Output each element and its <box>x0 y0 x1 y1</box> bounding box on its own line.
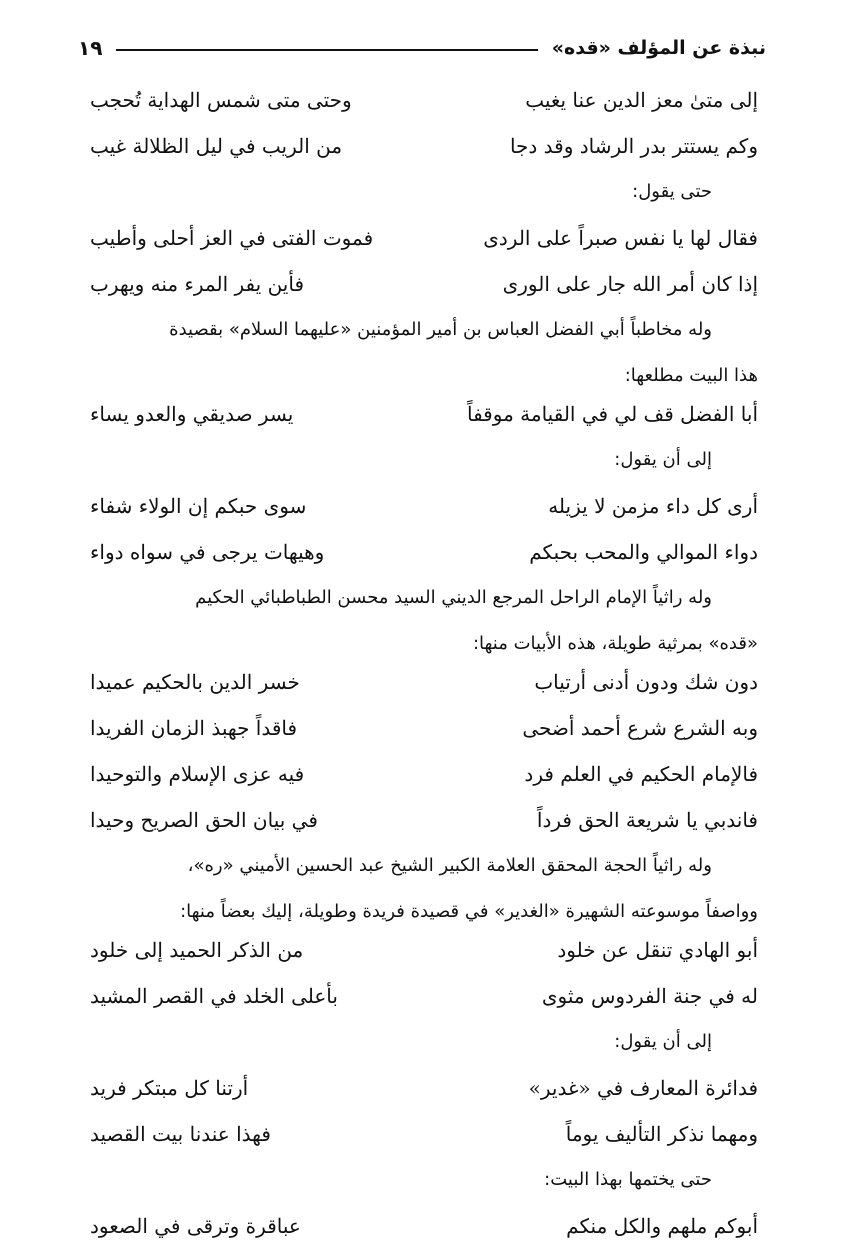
prose-text: وله مخاطباً أبي الفضل العباس بن أمير المؤمنين «عليهما السلام» بقصيدة <box>169 319 712 340</box>
prose-line <box>90 1020 758 1066</box>
prose-line <box>90 890 758 928</box>
prose-text: حتى يختمها بهذا البيت: <box>544 1169 712 1190</box>
prose-text: وله راثياً الإمام الراحل المرجع الديني السيد محسن الطباطبائي الحكيم <box>195 587 712 608</box>
verse-line <box>90 484 758 530</box>
header-rule <box>116 49 537 51</box>
page-number: ١٩ <box>78 36 103 60</box>
prose-text: وله راثياً الحجة المحقق العلامة الكبير الشيخ عبد الحسين الأميني «ره»، <box>187 855 712 876</box>
prose-line <box>90 576 758 622</box>
prose-line <box>90 354 758 392</box>
verse-line <box>90 798 758 844</box>
verse-first-hemistich: أبا الفضل قف لي في القيامة موقفاً <box>466 402 758 426</box>
page-body <box>90 78 758 1250</box>
prose-text: «قده» بمرثية طويلة، هذه الأبيات منها: <box>472 633 758 654</box>
verse-line <box>90 216 758 262</box>
verse-second-hemistich: وهيهات يرجى في سواه دواء <box>90 540 325 564</box>
verse-line <box>90 262 758 308</box>
verse-line <box>90 660 758 706</box>
verse-first-hemistich: فاندبي يا شريعة الحق فرداً <box>536 808 758 832</box>
prose-line <box>90 170 758 216</box>
verse-second-hemistich: فأين يفر المرء منه ويهرب <box>90 272 305 296</box>
verse-first-hemistich: إذا كان أمر الله جار على الورى <box>502 272 758 296</box>
verse-second-hemistich: فموت الفتى في العز أحلى وأطيب <box>90 226 374 250</box>
verse-first-hemistich: فقال لها يا نفس صبراً على الردى <box>483 226 758 250</box>
verse-second-hemistich: في بيان الحق الصريح وحيدا <box>90 808 318 832</box>
verse-first-hemistich: إلى متىٰ معز الدين عنا يغيب <box>525 88 758 112</box>
verse-line <box>90 124 758 170</box>
verse-first-hemistich: وبه الشرع شرع أحمد أضحى <box>522 716 758 740</box>
prose-line <box>90 844 758 890</box>
prose-line <box>90 438 758 484</box>
verse-second-hemistich: بأعلى الخلد في القصر المشيد <box>90 984 338 1008</box>
verse-second-hemistich: فيه عزى الإسلام والتوحيدا <box>90 762 305 786</box>
verse-first-hemistich: أبوكم ملهم والكل منكم <box>566 1214 758 1238</box>
verse-first-hemistich: ومهما نذكر التأليف يوماً <box>565 1122 758 1146</box>
verse-line <box>90 706 758 752</box>
prose-line <box>90 308 758 354</box>
running-title: نبذة عن المؤلف «قده» <box>551 37 766 59</box>
verse-line <box>90 78 758 124</box>
verse-first-hemistich: فالإمام الحكيم في العلم فرد <box>524 762 758 786</box>
verse-line <box>90 752 758 798</box>
verse-second-hemistich: يسر صديقي والعدو يساء <box>90 402 294 426</box>
prose-line <box>90 1158 758 1204</box>
verse-first-hemistich: فدائرة المعارف في «غدير» <box>528 1076 758 1100</box>
verse-second-hemistich: من الريب في ليل الظلالة غيب <box>90 134 343 158</box>
verse-second-hemistich: فهذا عندنا بيت القصيد <box>90 1122 271 1146</box>
verse-second-hemistich: سوى حبكم إن الولاء شفاء <box>90 494 307 518</box>
prose-text: حتى يقول: <box>632 181 712 202</box>
verse-second-hemistich: أرتنا كل مبتكر فريد <box>90 1076 249 1100</box>
verse-first-hemistich: له في جنة الفردوس مثوى <box>541 984 758 1008</box>
verse-second-hemistich: من الذكر الحميد إلى خلود <box>90 938 304 962</box>
verse-second-hemistich: عباقرة وترقى في الصعود <box>90 1214 301 1238</box>
verse-first-hemistich: وكم يستتر بدر الرشاد وقد دجا <box>509 134 758 158</box>
verse-line <box>90 1204 758 1250</box>
prose-text: هذا البيت مطلعها: <box>624 365 758 386</box>
verse-first-hemistich: دون شك ودون أدنى أرتياب <box>534 670 758 694</box>
verse-second-hemistich: وحتى متى شمس الهداية تُحجب <box>90 88 352 112</box>
verse-second-hemistich: خسر الدين بالحكيم عميدا <box>90 670 300 694</box>
verse-line <box>90 530 758 576</box>
prose-text: إلى أن يقول: <box>614 1031 712 1052</box>
page-header <box>78 28 766 68</box>
verse-line <box>90 392 758 438</box>
verse-second-hemistich: فاقداً جهبذ الزمان الفريدا <box>90 716 298 740</box>
verse-first-hemistich: دواء الموالي والمحب بحبكم <box>529 540 758 564</box>
verse-line <box>90 1112 758 1158</box>
prose-text: إلى أن يقول: <box>614 449 712 470</box>
verse-first-hemistich: أبو الهادي تنقل عن خلود <box>557 938 758 962</box>
verse-first-hemistich: أرى كل داء مزمن لا يزيله <box>548 494 758 518</box>
prose-line <box>90 622 758 660</box>
verse-line <box>90 974 758 1020</box>
verse-line <box>90 928 758 974</box>
verse-line <box>90 1066 758 1112</box>
prose-text: وواصفاً موسوعته الشهيرة «الغدير» في قصيدة فريدة وطويلة، إليك بعضاً منها: <box>180 901 758 922</box>
